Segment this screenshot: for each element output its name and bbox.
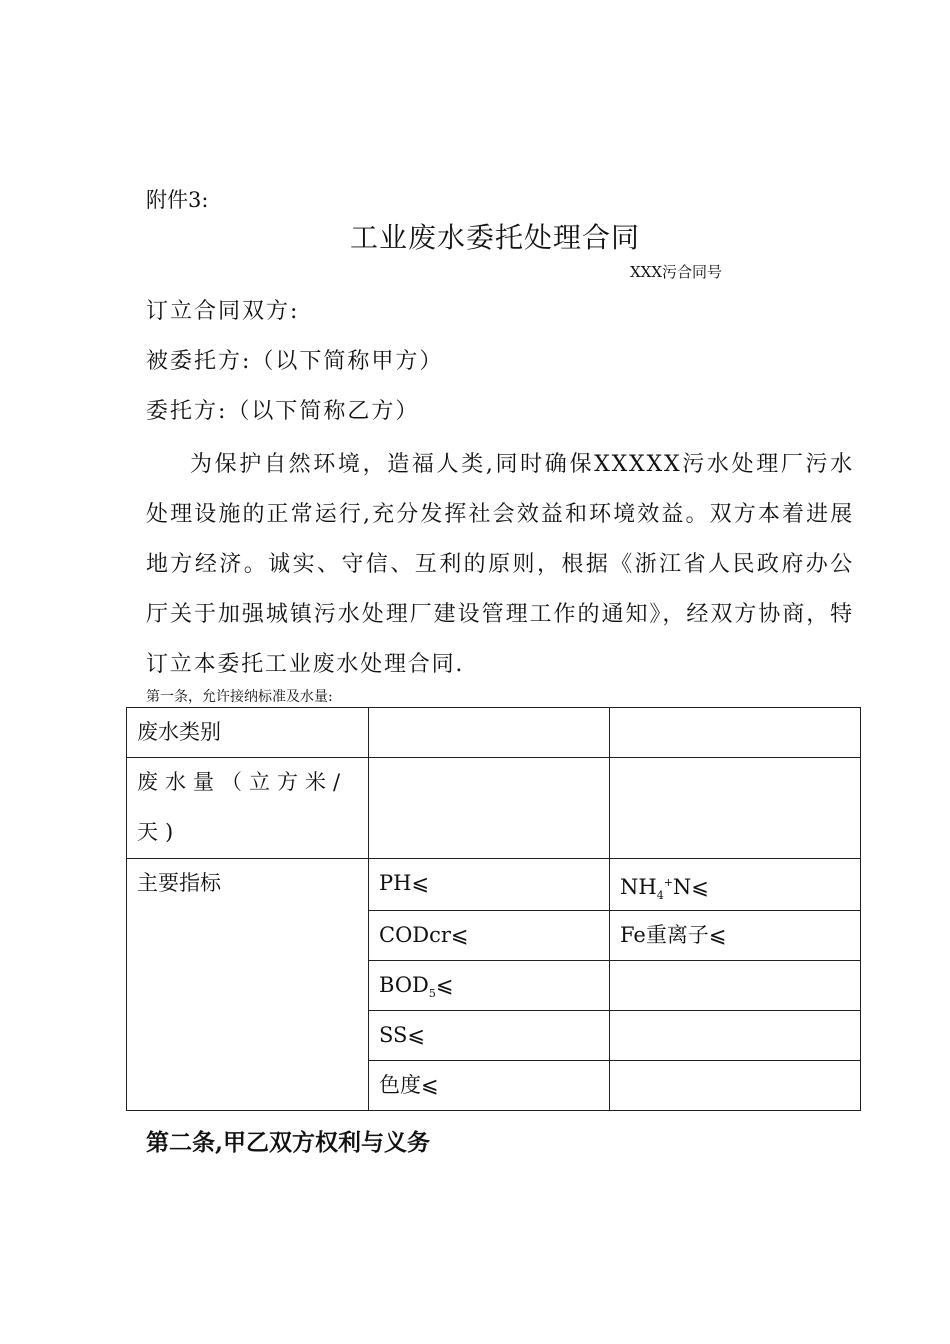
party-a-line: 被委托方:（以下简称甲方） bbox=[146, 349, 444, 374]
attachment-label: 附件3: bbox=[146, 188, 209, 212]
wastewater-volume-label bbox=[127, 758, 369, 859]
table-row bbox=[127, 708, 861, 758]
wastewater-type-label: 废水类别 bbox=[127, 708, 369, 758]
empty-cell bbox=[610, 1061, 861, 1111]
wastewater-volume-value bbox=[369, 758, 610, 859]
bod-cell: $BOD_5⩽$ bbox=[369, 961, 610, 1011]
preamble-paragraph: 为保护自然环境，造福人类,同时确保XXXXX污水处理厂污水处理设施的正常运行,充分发挥社会效益和环境效益。双方本着进展地方经济。诚实、守信、互利的原则，根据《浙江省人民政府办公厅关于加强城镇污水处理厂建设管理工作的通知》，经双方协商，特订立本委托工业废水处理合同. bbox=[146, 452, 854, 677]
ss-cell: SS⩽ bbox=[369, 1011, 610, 1061]
parties-heading: 订立合同双方: bbox=[146, 299, 300, 324]
cod-cell: CODcr⩽ bbox=[369, 911, 610, 961]
color-cell: 色度⩽ bbox=[369, 1061, 610, 1111]
wastewater-volume-text: 废水量（立方米/天) bbox=[137, 770, 348, 844]
ammonia-nitrogen-cell: $NH_4^+N⩽$ bbox=[610, 859, 861, 911]
discharge-standards-table bbox=[126, 707, 861, 1111]
contract-number: XXX污合同号 bbox=[630, 263, 723, 281]
table-row bbox=[127, 758, 861, 859]
wastewater-volume-value-2 bbox=[610, 758, 861, 859]
party-b-line: 委托方:（以下简称乙方） bbox=[146, 399, 420, 424]
article-1-heading: 第一条，允许接纳标准及水量: bbox=[146, 689, 333, 705]
heavy-metal-cell: Fe重离子⩽ bbox=[610, 911, 861, 961]
table-row bbox=[127, 859, 861, 911]
empty-cell bbox=[610, 1011, 861, 1061]
document-title: 工业废水委托处理合同 bbox=[349, 221, 640, 254]
wastewater-type-value-2 bbox=[610, 708, 861, 758]
main-indicators-label: 主要指标 bbox=[127, 859, 369, 1111]
ph-cell: PH⩽ bbox=[369, 859, 610, 911]
empty-cell bbox=[610, 961, 861, 1011]
article-2-heading: 第二条,甲乙双方权利与义务 bbox=[146, 1129, 431, 1156]
wastewater-type-value bbox=[369, 708, 610, 758]
